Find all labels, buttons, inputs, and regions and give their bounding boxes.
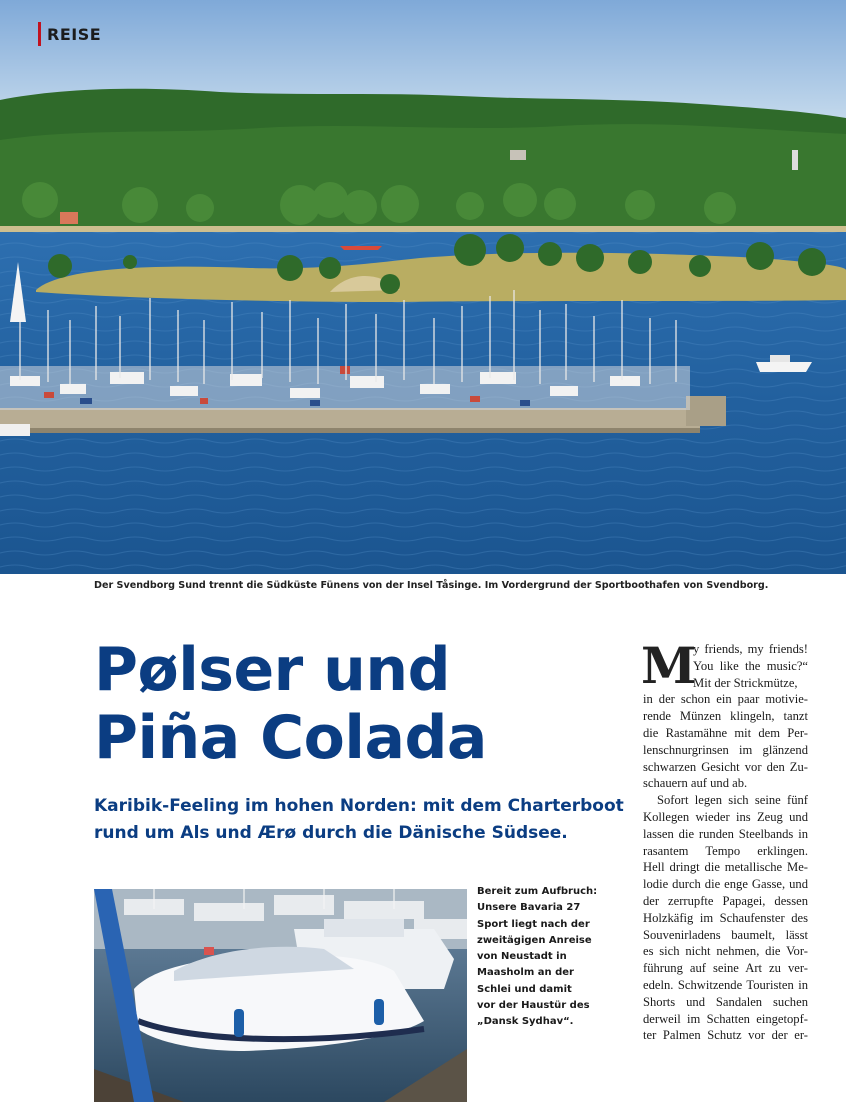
headline-line: Piña Colada [94, 703, 487, 773]
body-line: führung auf seine Art zu ver- [643, 961, 808, 976]
photo-caption-line: Sport liegt nach der [477, 918, 590, 930]
body-line: rende Münzen klingeln, tanzt [643, 709, 808, 724]
body-line: You like the music?“ [693, 658, 808, 673]
section-label: REISE [47, 24, 102, 44]
article-headline [94, 636, 614, 772]
body-line: derweil im Schatten eingetopf- [643, 1011, 808, 1026]
body-line: lenschnurgrinsen im glänzend [643, 742, 808, 757]
body-line: Hell dringt die metallische Me- [643, 860, 808, 875]
body-line: ter Palmen Schutz vor der er- [643, 1028, 808, 1043]
headline-line: Pølser und [94, 635, 451, 705]
photo-caption-line: Schlei und damit [477, 983, 572, 995]
body-line: Holzkäfig im Schaufenster des [643, 910, 808, 925]
section-accent-bar [38, 22, 41, 46]
photo-caption [477, 884, 607, 1031]
body-line: lassen die runden Steelbands in [643, 826, 808, 841]
photo-caption-line: „Dansk Sydhav“. [477, 1016, 574, 1028]
photo-caption-line: Unsere Bavaria 27 [477, 902, 581, 914]
body-line: in der schon ein paar motivie- [643, 692, 808, 707]
photo-caption-line: Bereit zum Aufbruch: [477, 886, 598, 897]
body-line: schauern auf und ab. [643, 776, 748, 791]
body-line: schwarzen Gesicht vor den Zu- [643, 759, 808, 774]
body-line: es sich nicht nehmen, die Vor- [643, 944, 808, 959]
hero-caption: Der Svendborg Sund trennt die Südküste Fünens von der Insel Tåsinge. Im Vordergrund der Sportboothafen von Svendborg. [94, 580, 769, 591]
article-subhead [94, 793, 624, 847]
photo-caption-line: Maasholm an der [477, 967, 574, 979]
body-line: der zerrupfte Papagei, dessen [643, 893, 808, 908]
photo-caption-line: von Neustadt in [477, 951, 567, 963]
body-line: lodie durch die enge Gasse, und [643, 877, 808, 892]
body-line: Shorts und Sandalen suchen [643, 994, 808, 1009]
drop-cap: M [641, 636, 697, 695]
section-tag [38, 22, 101, 46]
body-line: Mit der Strickmütze, [693, 675, 798, 690]
body-line: y friends, my friends! [693, 642, 808, 656]
boat-photo [94, 889, 467, 1102]
body-line: Sofort legen sich seine fünf [657, 793, 808, 808]
body-line: die Rastamähne mit dem Per- [643, 725, 808, 740]
photo-caption-line: zweitägigen Anreise [477, 934, 592, 946]
photo-caption-line: vor der Haustür des [477, 1000, 590, 1012]
body-line: rasantem Tempo erklingen. [643, 843, 808, 858]
boat-illustration [94, 889, 467, 1102]
subhead-line: Karibik-Feeling im hohen Norden: mit dem Charterboot [94, 796, 624, 816]
body-line: edeln. Schwitzende Touristen in [643, 977, 808, 992]
body-line: Kollegen wieder ins Zeug und [643, 809, 808, 824]
article-body [641, 636, 808, 1044]
subhead-line: rund um Als und Ærø durch die Dänische Südsee. [94, 823, 568, 843]
body-line: Souvenirladens baumelt, lässt [643, 927, 808, 942]
